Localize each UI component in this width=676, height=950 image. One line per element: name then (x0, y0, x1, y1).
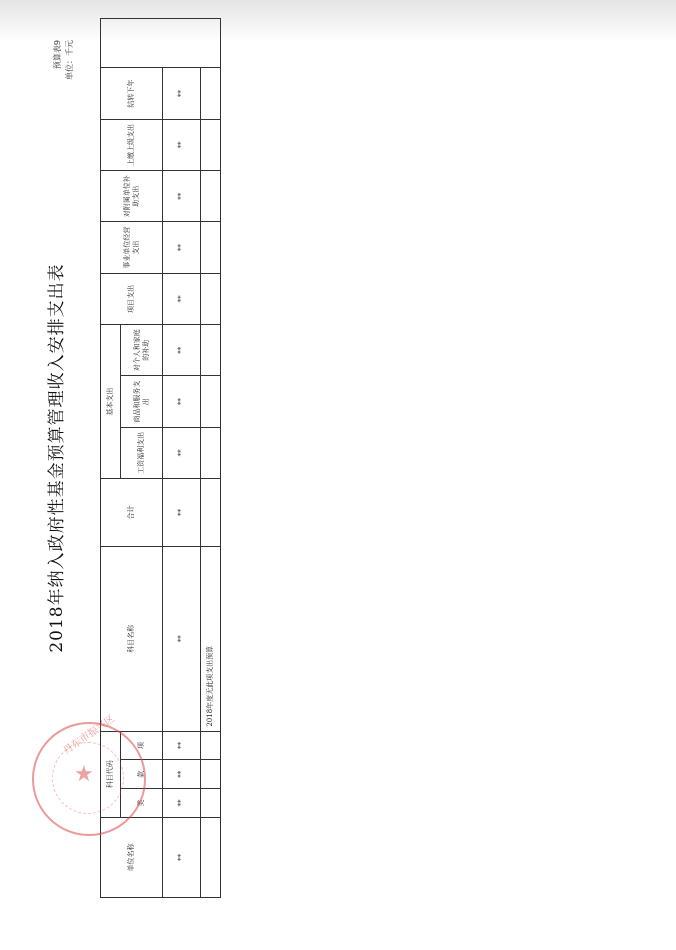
cell-public-institution-operation: ** (163, 222, 201, 273)
header-carry-over: 结转下年 (101, 68, 163, 119)
cell-empty (201, 731, 221, 760)
header-individual-family: 对个人和家庭的补助 (121, 325, 163, 376)
cell-superior-payment: ** (163, 119, 201, 170)
header-superior-payment: 上缴上级支出 (101, 119, 163, 170)
document-title: 2018年纳入政府性基金预算管理收入安排支出表 (47, 263, 67, 653)
cell-empty (201, 479, 221, 547)
cell-empty (201, 68, 221, 119)
cell-empty (201, 273, 221, 324)
header-section: 款 (121, 760, 163, 789)
header-wages-welfare: 工资福利支出 (121, 427, 163, 478)
header-item: 项 (121, 731, 163, 760)
cell-project-expenditure: ** (163, 273, 201, 324)
unit-label: 单位：千元 (65, 40, 74, 80)
cell-individual-family: ** (163, 325, 201, 376)
header-subsidiary-subsidy: 对附属单位补助支出 (101, 171, 163, 222)
cell-wages-welfare: ** (163, 427, 201, 478)
cell-empty (201, 119, 221, 170)
cell-empty (201, 817, 221, 897)
cell-empty (201, 427, 221, 478)
header-subject-code: 科目代码 (101, 731, 121, 817)
star-icon: ★ (74, 762, 94, 787)
header-goods-services: 商品和服务支出 (121, 376, 163, 427)
header-total: 合计 (101, 479, 163, 547)
table-row (163, 19, 201, 898)
note-no-expenditure: 2018年度无此项支出预算 (201, 546, 221, 731)
header-basic-expenditure: 基本支出 (101, 325, 121, 479)
form-number: 预算表9 (53, 40, 62, 70)
cell-empty (201, 171, 221, 222)
cell-class: ** (163, 789, 201, 818)
cell-unit-name: ** (163, 817, 201, 897)
cell-empty (201, 222, 221, 273)
table-row (201, 19, 221, 898)
cell-subject-name: ** (163, 546, 201, 731)
cell-subsidiary-subsidy: ** (163, 171, 201, 222)
header-project-expenditure: 项目支出 (101, 273, 163, 324)
empty-column (101, 19, 221, 68)
cell-item: ** (163, 731, 201, 760)
header-unit-name: 单位名称 (101, 817, 163, 897)
budget-table (100, 18, 221, 898)
cell-goods-services: ** (163, 376, 201, 427)
header-class: 类 (121, 789, 163, 818)
cell-total: ** (163, 479, 201, 547)
cell-empty (201, 789, 221, 818)
header-subject-name: 科目名称 (101, 546, 163, 731)
cell-empty (201, 760, 221, 789)
cell-carry-over: ** (163, 68, 201, 119)
cell-empty (201, 376, 221, 427)
cell-section: ** (163, 760, 201, 789)
header-public-institution-operation: 事业单位经营支出 (101, 222, 163, 273)
cell-empty (201, 325, 221, 376)
seal-text: 丹东市振兴区 (61, 713, 117, 757)
